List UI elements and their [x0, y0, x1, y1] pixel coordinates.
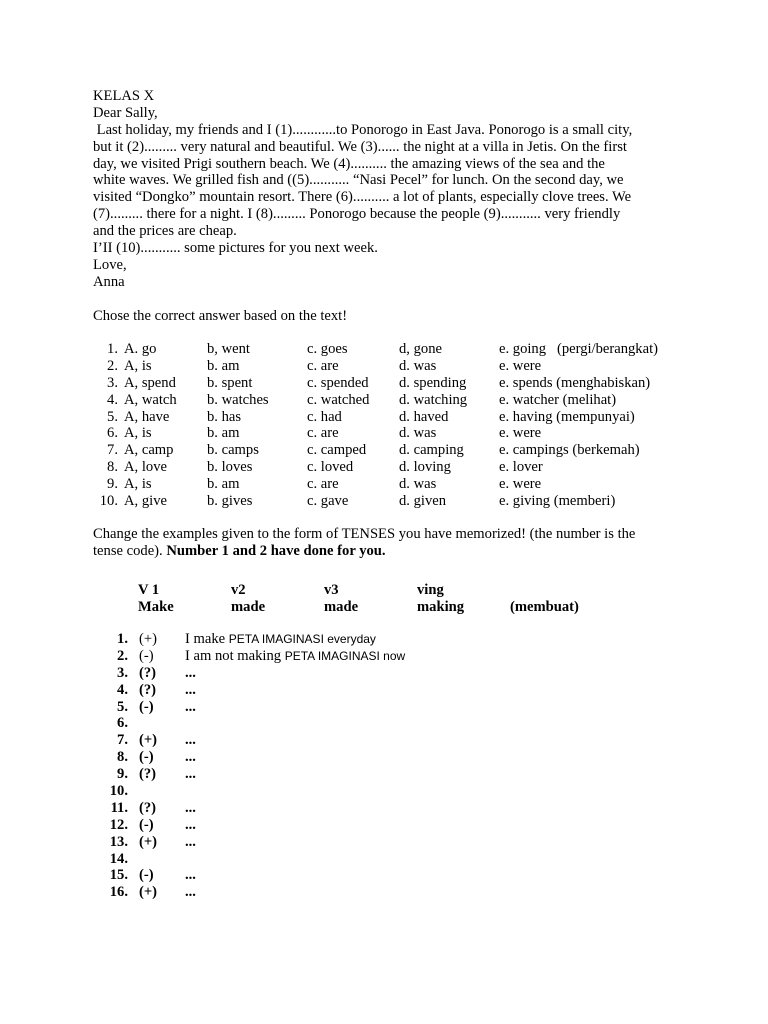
tense-sentence: ...	[185, 816, 196, 833]
tense-sign: (-)	[139, 698, 154, 715]
tense-sentence: ...	[185, 749, 196, 766]
tense-sentence: ...	[185, 664, 196, 681]
multiple-choice-table	[98, 341, 693, 509]
option-d: d. spending	[399, 374, 467, 391]
question-number: 7.	[107, 442, 118, 459]
verb-v3: made	[324, 599, 359, 615]
option-b: b. has	[207, 408, 242, 425]
option-a: A, love	[124, 458, 167, 475]
option-d: d. was	[399, 425, 437, 442]
option-e: e. giving (memberi)	[499, 492, 616, 509]
question-number: 1.	[107, 341, 118, 358]
question-row	[98, 358, 693, 375]
tense-sentence: ...	[185, 867, 196, 884]
question-row	[98, 442, 693, 459]
tense-number: 16.	[109, 884, 128, 901]
tense-number: 1.	[117, 631, 128, 647]
tense-row	[93, 851, 693, 868]
option-e: e. having (mempunyai)	[499, 408, 635, 425]
option-c: c. watched	[307, 391, 370, 408]
verb-forms-row	[138, 599, 693, 616]
tense-sentence: I am not making PETA IMAGINASI now	[185, 647, 406, 664]
option-b: b, went	[207, 341, 250, 358]
letter-line: Last holiday, my friends and I (1)............to Ponorogo in East Java. Ponorogo is a small city,	[93, 121, 633, 138]
tense-row	[93, 783, 693, 800]
option-d: d. watching	[399, 391, 468, 408]
letter-line: and the prices are cheap.	[93, 223, 237, 240]
letter-line: but it (2)......... very natural and beautiful. We (3)...... the night at a villa in Jetis. On the first	[93, 138, 627, 155]
tense-sign: (+)	[139, 884, 158, 901]
option-c: c. gave	[307, 492, 349, 509]
instruction-tenses-line2	[93, 543, 693, 560]
question-row	[98, 459, 693, 476]
tense-sign: (+)	[139, 732, 158, 749]
option-c: c. camped	[307, 442, 367, 459]
question-number: 8.	[107, 458, 118, 475]
tense-sign: (?)	[139, 664, 157, 681]
question-row	[98, 476, 693, 493]
question-number: 5.	[107, 408, 118, 425]
question-number: 9.	[107, 475, 118, 492]
option-e: e. were	[499, 425, 542, 442]
tense-sentence: ...	[185, 681, 196, 698]
option-d: d. given	[399, 492, 447, 509]
instruction-multiple-choice: Chose the correct answer based on the text!	[93, 307, 348, 324]
question-number: 10.	[99, 492, 118, 509]
option-c: c. loved	[307, 458, 354, 475]
class-label: KELAS X	[93, 88, 155, 104]
option-c: c. spended	[307, 374, 369, 391]
letter-line: day, we visited Prigi southern beach. We (4).......... the amazing views of the sea and the	[93, 155, 605, 172]
letter-line: (7)......... there for a night. I (8)......... Ponorogo because the people (9)........... very friendly	[93, 206, 621, 223]
letter-signature: Anna	[93, 273, 125, 290]
option-d: d. camping	[399, 442, 464, 459]
verb-header-v2: v2	[231, 582, 246, 598]
question-number: 6.	[107, 425, 118, 442]
tense-number: 10.	[109, 783, 128, 800]
option-c: c. are	[307, 425, 339, 442]
option-e: e. campings (berkemah)	[499, 442, 640, 459]
tense-sentence: ...	[185, 799, 196, 816]
tense-sign: (-)	[139, 647, 154, 664]
tense-sign: (-)	[139, 816, 154, 833]
option-e: e. watcher (melihat)	[499, 391, 617, 408]
tense-row	[93, 732, 693, 749]
tense-row	[93, 699, 693, 716]
option-c: c. are	[307, 358, 339, 375]
tense-sentence: I make PETA IMAGINASI everyday	[185, 631, 376, 647]
option-a: A, have	[124, 408, 170, 425]
verb-header-v3: v3	[324, 582, 339, 598]
tense-sentence: ...	[185, 766, 196, 783]
tense-row	[93, 665, 693, 682]
option-b: b. spent	[207, 374, 253, 391]
tense-row	[93, 884, 693, 901]
option-a: A, give	[124, 492, 167, 509]
tense-row	[93, 834, 693, 851]
option-c: c. had	[307, 408, 342, 425]
tense-number: 13.	[109, 833, 128, 850]
verb-v2: made	[231, 599, 266, 615]
tense-sign: (?)	[139, 766, 157, 783]
tense-sentence: ...	[185, 833, 196, 850]
tense-number: 7.	[117, 732, 128, 749]
option-e: e. spends (menghabiskan)	[499, 374, 651, 391]
option-b: b. camps	[207, 442, 259, 459]
letter-line: I’II (10)........... some pictures for you next week.	[93, 240, 378, 257]
verb-header-ving: ving	[417, 582, 444, 598]
tense-row	[93, 631, 693, 648]
tense-number: 11.	[110, 799, 128, 816]
tense-number: 2.	[117, 647, 128, 664]
letter-closing: Love,	[93, 256, 127, 273]
option-a: A, is	[124, 425, 152, 442]
option-c: c. goes	[307, 341, 348, 358]
tense-sign: (?)	[139, 681, 157, 698]
option-b: b. loves	[207, 458, 253, 475]
option-e: e. lover	[499, 458, 543, 475]
option-e: e. were	[499, 358, 542, 375]
option-d: d. was	[399, 475, 437, 492]
tense-number: 8.	[117, 749, 128, 766]
option-e: e. going (pergi/berangkat)	[499, 341, 658, 358]
option-d: d. loving	[399, 458, 451, 475]
instruction-tenses: Change the examples given to the form of TENSES you have memorized! (the number is the	[93, 526, 636, 543]
question-row	[98, 425, 693, 442]
question-row	[98, 375, 693, 392]
option-b: b. am	[207, 358, 240, 375]
option-a: A, camp	[124, 442, 174, 459]
tense-sign: (+)	[139, 631, 157, 647]
letter-line: visited “Dongko” mountain resort. There (6).......... a lot of plants, especially clove trees. We	[93, 189, 632, 206]
question-number: 4.	[107, 391, 118, 408]
worksheet	[93, 88, 693, 901]
tense-row	[93, 867, 693, 884]
verb-header-v1: V 1	[138, 582, 160, 598]
question-row	[98, 409, 693, 426]
tense-number: 5.	[117, 698, 128, 715]
tense-sign: (-)	[139, 867, 154, 884]
option-d: d, gone	[399, 341, 442, 358]
option-b: b. watches	[207, 391, 269, 408]
option-b: b. gives	[207, 492, 253, 509]
tense-sign: (-)	[139, 749, 154, 766]
tense-row	[93, 817, 693, 834]
tense-row	[93, 749, 693, 766]
instruction-tenses-plain: tense code).	[93, 543, 163, 560]
option-d: d. was	[399, 358, 437, 375]
tenses-list	[93, 631, 693, 901]
tense-row	[93, 682, 693, 699]
question-row	[98, 493, 693, 510]
question-number: 2.	[107, 358, 118, 375]
option-d: d. haved	[399, 408, 449, 425]
tense-sentence: ...	[185, 884, 196, 901]
question-row	[98, 392, 693, 409]
tense-number: 4.	[117, 681, 128, 698]
option-b: b. am	[207, 425, 240, 442]
option-a: A, is	[124, 358, 152, 375]
option-c: c. are	[307, 475, 339, 492]
option-a: A. go	[124, 341, 157, 358]
letter-greeting: Dear Sally,	[93, 104, 158, 121]
option-e: e. were	[499, 475, 542, 492]
tense-sign: (+)	[139, 833, 158, 850]
tense-row	[93, 648, 693, 665]
tense-number: 3.	[117, 664, 128, 681]
tense-row	[93, 800, 693, 817]
tense-row	[93, 715, 693, 732]
tense-sign: (?)	[139, 799, 157, 816]
tense-number: 14.	[109, 850, 128, 867]
verb-header-row	[138, 582, 693, 599]
option-a: A, watch	[124, 391, 177, 408]
tense-sentence: ...	[185, 698, 196, 715]
tense-row	[93, 766, 693, 783]
question-row	[98, 341, 693, 358]
option-a: A, spend	[124, 374, 176, 391]
tense-sentence: ...	[185, 732, 196, 749]
option-b: b. am	[207, 475, 240, 492]
tense-number: 12.	[109, 816, 128, 833]
verb-meaning: (membuat)	[510, 599, 579, 615]
instruction-tenses-bold: Number 1 and 2 have done for you.	[162, 543, 386, 560]
verb-v1: Make	[138, 599, 174, 615]
tense-number: 9.	[117, 766, 128, 783]
option-a: A, is	[124, 475, 152, 492]
question-number: 3.	[107, 374, 118, 391]
tense-number: 15.	[109, 867, 128, 884]
tense-number: 6.	[117, 715, 128, 732]
letter-line: white waves. We grilled fish and ((5)........... “Nasi Pecel” for lunch. On the second day, we	[93, 172, 624, 189]
verb-ving: making	[417, 599, 465, 615]
